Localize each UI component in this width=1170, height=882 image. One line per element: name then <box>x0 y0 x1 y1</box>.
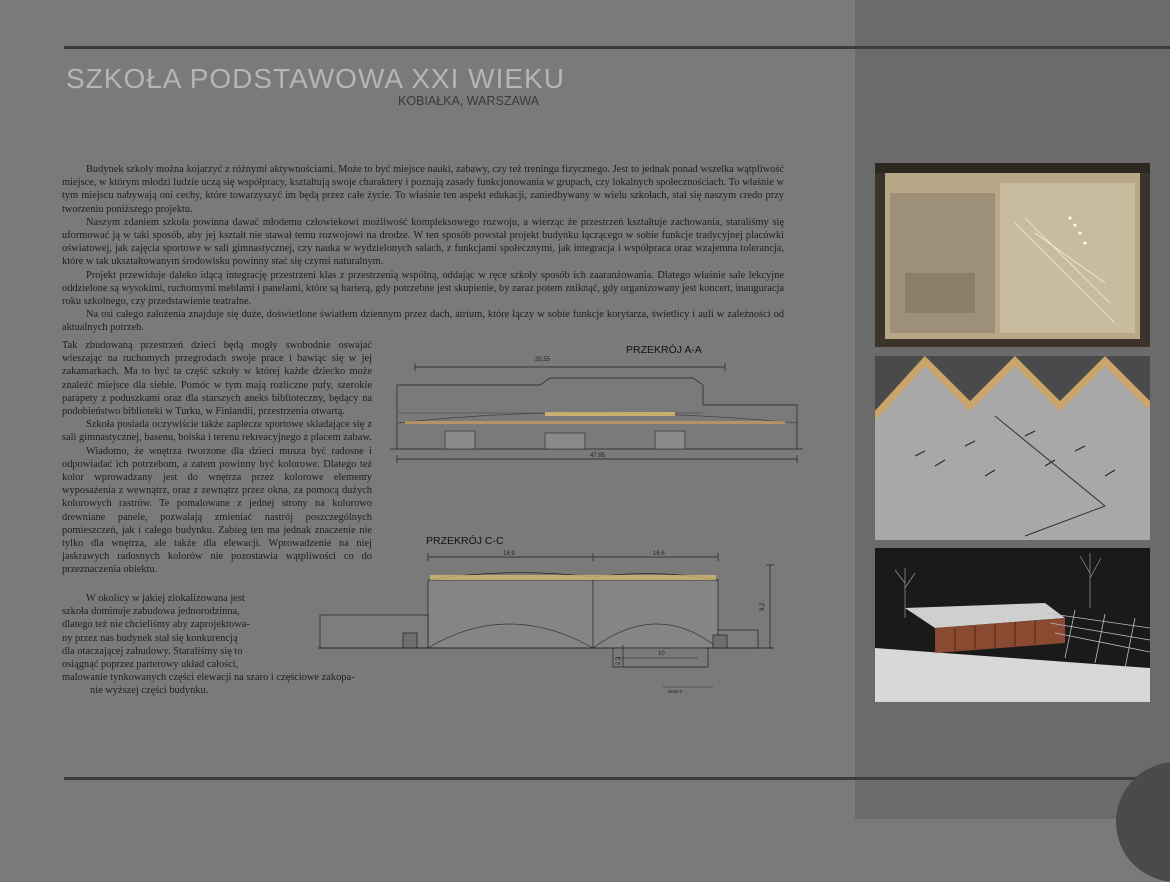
dimension-label: 9,2 <box>760 602 766 611</box>
paragraph: Naszym zdaniem szkoła powinna dawać młodemu człowiekowi możliwość kompleksowego rozwoju, a wierząc że przestrzeń kształtuje zachowania, staraliśmy się uformować ją w taki sposób, aby jej kształt nie stawał temu rozwojowi na drodze. W ten sposób powstał projekt budynku łączącego w sobie funkcje tradycyjnej placówki oświatowej, jak zajęcia sportowe w sali gimnastycznej, czy nauka w wydzielonych salach, z funkcjami społecznymi, jak integracja i współpraca oraz wzajemna tolerancja, które w tak ukształtowanym środowisku powinny stać się czymś naturalnym. <box>62 216 784 268</box>
page-subtitle: KOBIAŁKA, WARSZAWA <box>398 94 539 108</box>
text-line: osiągnąć poprzez parterowy układ całości, <box>62 659 239 671</box>
paragraph: Tak zbudowaną przestrzeń dzieci będą mogły swobodnie oswajać wieszając na ruchomych przegrodach swoje prace i bawiąc się w jej zakamarkach. Ma to być ta część szkoły w której każde dziecko może znaleźć miejsce dla siebie. Pomóc w tym mają rozliczne pufy, szerokie parapety z poduszkami oraz dla starszych aneks biblioteczny, będący na podobieństwo biblioteki w Turku, w Finlandii, przestrzenia otwartą. <box>62 340 372 418</box>
dimension-label: 18,9 <box>503 551 515 557</box>
text-line: dla otaczającej zabudowy. Staraliśmy się to <box>62 645 243 657</box>
section-aa-label: PRZEKRÓJ A-A <box>626 344 702 356</box>
text-line: malowanie tynkowanych części elewacji na szaro i częściowe zakopa- <box>62 672 355 684</box>
dimension-label: 35,55 <box>535 357 551 363</box>
section-cc-drawing <box>318 545 780 705</box>
section-cc-label: PRZEKRÓJ C-C <box>426 535 504 547</box>
dimension-label: 16,6 <box>653 551 665 557</box>
dimension-label: 10 <box>658 651 665 657</box>
paragraph: Wiadomo, że wnętrza tworzone dla dzieci musza być radosne i odpowiadać ich potrzebom, a zatem powinny być kolorowe. Dlatego też kolor wprowadzany jest do wnętrza przez kolorowe elementy wyposażenia z wewnątrz, oraz z zewnątrz przez okna, za pomocą dużych kolorowych rastrów. Te pomalowane z jednej strony na kolorowo drewniane panele, pozwalają zmieniać nastrój poszczególnych pomieszczeń, jak i całego budynku. Zabieg ten ma jednak znaczenie nie tylko dla wnętrza, ale także dla elewacji. Wprowadzenie na niej jaskrawych radosnych kolorów nie pozostawia wątpliwości co do przeznaczenia obiektu. <box>62 445 372 576</box>
detail-note: Detal 2 <box>668 689 683 694</box>
model-photo-exterior <box>875 548 1150 702</box>
paragraph: Budynek szkoły można kojarzyć z różnymi aktywnościami. Może to być miejsce nauki, zabawy, czy też treningu fizycznego. Jest to jednak ponad wszelka wątpliwość miejsce, w którym młodzi ludzie uczą się współpracy, kształtują swoje charaktery i poznają zasady funkcjonowania w grupach, czy lokalnych społecznościach. To właśnie w tym miejscu nabywają oni cechy, które towarzyszyć im będą przez całe życie. To właśnie ten aspekt edukacji, zaniedbywany w wielu szkołach, stał się naszym credo przy tworzeniu poniższego projektu. <box>62 164 784 215</box>
paragraph: Projekt przewiduje daleko idącą integrację przestrzeni klas z przestrzenią wspólną, oddając w ręce szkoły sposób ich zaaranżowania. Dlatego właśnie sale lekcyjne oddzielone są wysokimi, ruchomymi meblami i panelami, które są barierą, gdy potrzebne jest skupienie, by zaraz potem zniknąć, gdy organizowany jest koncert, inauguracja roku szkolnego, czy przedstawienie teatralne. <box>62 269 784 308</box>
model-photo-plan <box>875 163 1150 347</box>
bottom-rule <box>64 777 1170 780</box>
paragraph: Szkoła posiada oczywiście także zaplecze sportowe składające się z sali gimnastycznej, basenu, boiska i terenu rekreacyjnego z placem zabaw. <box>62 419 372 444</box>
page-title: SZKOŁA PODSTAWOWA XXI WIEKU <box>66 63 565 94</box>
dimension-label: 2,3 <box>616 656 622 665</box>
model-photo-interior <box>875 356 1150 540</box>
dimension-label: 47,95 <box>590 453 606 459</box>
text-line: dlatego też nie chcieliśmy aby zaprojektowa- <box>62 619 250 631</box>
text-line: nie wyższej części budynku. <box>90 685 209 697</box>
text-line: szkoła dominuje zabudowa jednorodzinna, <box>62 606 240 618</box>
text-line: ny przez nas budynek stał się konkurencją <box>62 632 238 644</box>
column-text <box>62 339 372 577</box>
text-line: W okolicy w jakiej zlokalizowana jest <box>86 593 245 604</box>
paragraph: Na osi całego założenia znajduje się duże, doświetlone światłem dziennym przez dach, atrium, które łączy w sobie funkcje korytarza, świetlicy i auli w zależności od aktualnych potrzeb. <box>62 309 784 334</box>
intro-text <box>62 163 784 335</box>
section-aa-drawing <box>385 345 810 465</box>
top-rule <box>64 46 1170 49</box>
